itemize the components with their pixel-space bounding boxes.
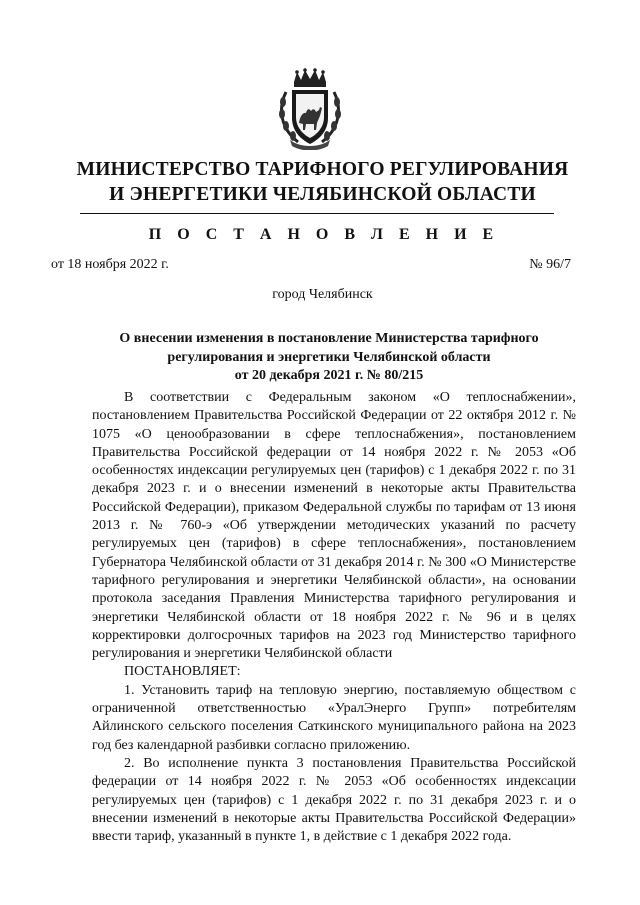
document-number: № 96/7 bbox=[529, 257, 571, 272]
ministry-line-2: И ЭНЕРГЕТИКИ ЧЕЛЯБИНСКОЙ ОБЛАСТИ bbox=[109, 184, 536, 205]
item-2-paragraph: 2. Во исполнение пункта 3 постановления Правительства Российской федерации от 14 ноября 2022 г. № 2053 «Об особенностях индексации регулируемых цен (тарифов) с 1 декабря 2022 г. по 31 декабря 2023 г. и о внесении изменений в некоторые акты Правительства Российской Федерации» ввести тариф, указанный в пункте 1, в действие с 1 декабря 2022 года. bbox=[92, 755, 576, 845]
item-1-paragraph: 1. Установить тариф на тепловую энергию, поставляемую обществом с ограниченной ответственностью «УралЭнерго Групп» потребителям Айлинского сельского поселения Саткинского муниципального района на 2023 год без календарной разбивки согласно приложению. bbox=[92, 682, 576, 753]
title-line-2: регулирования и энергетики Челябинской области bbox=[167, 349, 491, 365]
document-title bbox=[90, 330, 568, 386]
preamble-paragraph: В соответствии с Федеральным законом «О теплоснабжении», постановлением Правительства Российской Федерации от 22 октября 2012 г. № 1075 «О ценообразовании в сфере теплоснабжения», постановлением Правительства Российской федерации от 14 ноября 2022 г. № 2053 «Об особенностях индексации регулируемых цен (тарифов) с 1 декабря 2022 г. по 31 декабря 2023 г. и о внесении изменений в некоторые акты Правительства Российской Федерации), приказом Федеральной службы по тарифам от 13 июня 2013 г. № 760-э «Об утверждении методических указаний по расчету регулируемых цен (тарифов) в сфере теплоснабжения», постановлением Губернатора Челябинской области от 31 декабря 2014 г. № 300 «О Министерстве тарифного регулирования и энергетики Челябинской области», на основании протокола заседания Правления Министерства тарифного регулирования и энергетики Челябинской области от 18 ноября 2022 г. № 96 и в целях корректировки долгосрочных тарифов на 2023 год Министерство тарифного регулирования и энергетики Челябинской области bbox=[92, 390, 576, 662]
ministry-line-1: МИНИСТЕРСТВО ТАРИФНОГО РЕГУЛИРОВАНИЯ bbox=[76, 159, 569, 180]
title-line-1: О внесении изменения в постановление Министерства тарифного bbox=[119, 331, 539, 346]
document-body bbox=[92, 389, 576, 846]
document-type: П О С Т А Н О В Л Е Н И Е bbox=[148, 226, 500, 243]
header-divider bbox=[80, 213, 554, 214]
document-date: от 18 ноября 2022 г. bbox=[51, 257, 169, 272]
coat-of-arms-icon bbox=[276, 68, 344, 150]
document-city: город Челябинск bbox=[272, 287, 373, 302]
resolves-heading: ПОСТАНОВЛЯЕТ: bbox=[124, 664, 241, 680]
ministry-name bbox=[40, 157, 605, 207]
title-line-3: от 20 декабря 2021 г. № 80/215 bbox=[234, 368, 424, 383]
